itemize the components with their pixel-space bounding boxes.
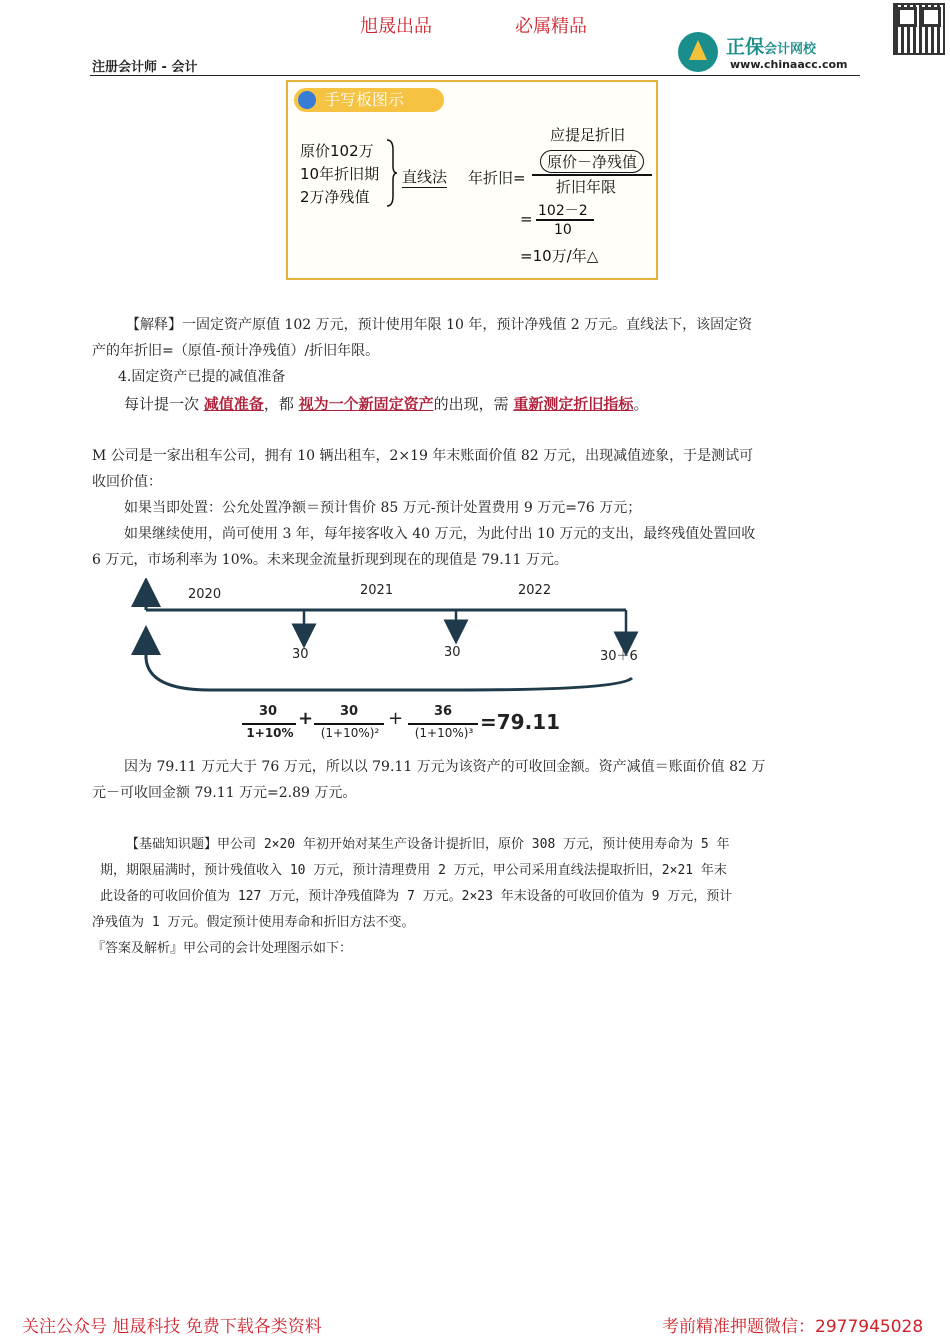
formula-result: =79.11 xyxy=(480,710,561,734)
explain-line-2: 产的年折旧=（原值-预计净残值）/折旧年限。 xyxy=(92,343,380,359)
board-step2-num: 102－2 xyxy=(538,203,588,219)
board-numerator: 原价－净残值 xyxy=(540,150,644,173)
question-line-5: 『答案及解析』甲公司的会计处理图示如下： xyxy=(92,941,353,956)
term-2-num: 30 xyxy=(339,704,359,719)
subject-label: 注册会计师 - 会计 xyxy=(92,60,198,75)
flow-3: 30＋6 xyxy=(600,649,638,664)
section-heading: 4.固定资产已提的减值准备 xyxy=(118,369,286,385)
logo-name: 正保 xyxy=(726,36,765,58)
board-method: 直线法 xyxy=(402,168,448,186)
term-3-num: 36 xyxy=(433,704,453,719)
conclusion-line-1: 因为 79.11 万元大于 76 万元，所以以 79.11 万元为该资产的可收回金额。资产减值＝账面价值 82 万 xyxy=(124,759,766,775)
board-line-3: 2万净残值 xyxy=(300,188,370,206)
logo-icon xyxy=(678,32,718,72)
board-numerator-top: 应提足折旧 xyxy=(550,126,626,144)
footer-right: 考前精准押题微信：2977945028 xyxy=(662,1317,924,1337)
board-annual-label: 年折旧= xyxy=(468,169,526,187)
slogan-right: 必属精品 xyxy=(515,16,587,37)
term-1-den: 1+10% xyxy=(246,726,294,740)
example-line-4: 如果继续使用，尚可使用 3 年，每年接客收入 40 万元，为此付出 10 万元的支出，最终残值处置回收 xyxy=(124,526,756,542)
term-3-den: (1+10%)³ xyxy=(414,726,474,740)
logo-url: www.chinaacc.com xyxy=(730,58,848,71)
highlight-new-asset: 视为一个新固定资产 xyxy=(298,395,434,413)
example-line-5: 6 万元，市场利率为 10%。未来现金流量折现到现在的现值是 79.11 万元。 xyxy=(92,552,568,568)
board-title: 手写板图示 xyxy=(294,88,444,112)
discount-curve xyxy=(146,640,632,690)
highlight-impairment: 减值准备 xyxy=(203,395,264,413)
example-line-1: M 公司是一家出租车公司，拥有 10 辆出租车，2×19 年末账面价值 82 万元，出现减值迹象，于是测试可 xyxy=(92,448,754,464)
board-result: =10万/年△ xyxy=(520,247,599,265)
qr-code-icon xyxy=(893,3,945,55)
question-line-4: 净残值为 1 万元。假定预计使用寿命和折旧方法不变。 xyxy=(92,915,415,930)
highlight-remeasure: 重新测定折旧指标 xyxy=(513,395,634,413)
board-step2-eq: = xyxy=(520,210,533,228)
logo-sub: 会计网校 xyxy=(764,42,817,57)
slogan-left: 旭晟出品 xyxy=(360,16,432,37)
discount-formula xyxy=(242,704,562,746)
footer-left: 关注公众号 旭晟科技 免费下载各类资料 xyxy=(22,1317,322,1337)
board-line-1: 原价102万 xyxy=(300,142,374,160)
logo[interactable] xyxy=(678,30,858,74)
impairment-note: 每计提一次 减值准备，都 视为一个新固定资产的出现，需 重新测定折旧指标。 xyxy=(124,395,649,413)
brace-icon xyxy=(384,138,398,208)
flow-1: 30 xyxy=(292,647,309,662)
term-1-num: 30 xyxy=(258,704,278,719)
year-2021: 2021 xyxy=(360,583,394,598)
handwriting-board xyxy=(286,80,658,280)
plus-2: + xyxy=(388,708,404,729)
header-rule xyxy=(90,75,860,76)
board-denominator: 折旧年限 xyxy=(556,178,617,196)
question-line-1: 【基础知识题】甲公司 2×20 年初开始对某生产设备计提折旧，原价 308 万元，预计使用寿命为 5 年 xyxy=(126,837,730,852)
year-2022: 2022 xyxy=(518,583,552,598)
conclusion-line-2: 元－可收回金额 79.11 万元=2.89 万元。 xyxy=(92,785,357,801)
board-line-2: 10年折旧期 xyxy=(300,165,380,183)
plus-1: + xyxy=(298,708,314,729)
example-line-2: 收回价值： xyxy=(92,474,162,490)
board-step2-den: 10 xyxy=(554,222,572,238)
board-step2-line xyxy=(536,219,594,221)
question-line-2: 期，期限届满时，预计残值收入 10 万元，预计清理费用 2 万元，甲公司采用直线法提取折旧，2×21 年末 xyxy=(100,863,727,878)
year-2020: 2020 xyxy=(188,587,222,602)
term-2-den: (1+10%)² xyxy=(320,726,380,740)
explain-line-1: 【解释】一固定资产原值 102 万元，预计使用年限 10 年，预计净残值 2 万元。直线法下，该固定资 xyxy=(126,317,753,333)
example-line-3: 如果当即处置：公允处置净额＝预计售价 85 万元-预计处置费用 9 万元=76 万元； xyxy=(124,500,642,516)
flow-2: 30 xyxy=(444,645,461,660)
question-line-3: 此设备的可收回价值为 127 万元，预计净残值降为 7 万元。2×23 年末设备的可收回价值为 9 万元，预计 xyxy=(100,889,733,904)
pencil-icon xyxy=(298,91,316,109)
